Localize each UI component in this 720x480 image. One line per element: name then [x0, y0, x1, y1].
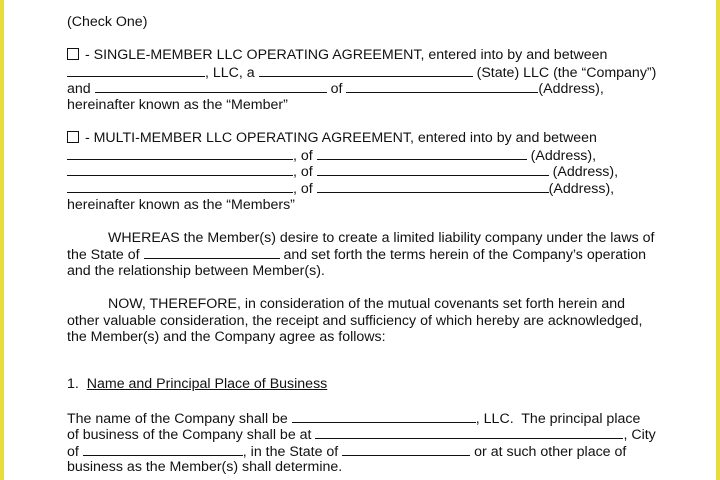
llc-name-field[interactable] [292, 410, 476, 423]
member-3-name-field[interactable] [67, 180, 293, 193]
whereas-line-2 [67, 246, 667, 263]
single-member-line3 [67, 80, 667, 97]
company-name-text: The name of the Company shall be [67, 410, 288, 427]
section-1-line-1 [67, 410, 667, 427]
section-1-line-3 [67, 443, 667, 460]
now-therefore-line-1: NOW, THEREFORE, in consideration of the mutual covenants set forth herein and [108, 296, 626, 313]
section-1-heading [67, 376, 667, 393]
whereas-line-3: and the relationship between Member(s). [67, 262, 325, 279]
of-text: , of [293, 147, 313, 164]
of-text: of [67, 443, 79, 460]
single-member-heading: - SINGLE-MEMBER LLC OPERATING AGREEMENT, entered into by and between [81, 47, 608, 64]
member-3-address-field[interactable] [317, 180, 549, 193]
address-text: (Address), [548, 180, 615, 197]
city-field[interactable] [83, 443, 243, 456]
multi-member-row-3 [67, 180, 667, 197]
address-text: (Address), [552, 164, 619, 181]
in-state-text: , in the State of [242, 443, 339, 460]
single-member-known: hereinafter known as the “Member” [67, 96, 288, 113]
section-number: 1. [67, 376, 79, 393]
of-text: , of [293, 180, 313, 197]
state-of-text: the State of [67, 247, 140, 264]
now-therefore-line-2: other valuable consideration, the receipt and sufficiency of which hereby are acknowledged, [67, 312, 643, 329]
member-2-name-field[interactable] [67, 163, 293, 176]
single-member-option [67, 47, 667, 64]
principal-address-field[interactable] [315, 426, 623, 439]
of-text: of [330, 81, 343, 98]
city-text: , City [623, 427, 656, 444]
member-address-field[interactable] [346, 80, 538, 93]
single-member-line2 [67, 64, 667, 81]
section-1-line-2 [67, 426, 667, 443]
multi-member-row-2 [67, 163, 667, 180]
member-2-address-field[interactable] [317, 163, 549, 176]
whereas-line-1: WHEREAS the Member(s) desire to create a limited liability company under the laws of [108, 229, 655, 246]
business-at-text: of business of the Company shall be at [67, 427, 312, 444]
state-field[interactable] [259, 64, 473, 77]
state-llc-text: (State) LLC (the “Company”) [476, 64, 657, 81]
section-title: Name and Principal Place of Business [86, 376, 328, 393]
section-1-line-4: business as the Member(s) shall determine. [67, 459, 343, 476]
multi-member-checkbox[interactable] [67, 131, 79, 143]
whereas-continued-text: and set forth the terms herein of the Company’s operation [283, 247, 646, 264]
multi-member-option [67, 130, 667, 147]
address-text: (Address), [530, 147, 597, 164]
other-place-text: or at such other place of [474, 443, 627, 460]
single-member-checkbox[interactable] [67, 48, 79, 60]
state-of-formation-field[interactable] [144, 246, 280, 259]
member-1-address-field[interactable] [317, 147, 527, 160]
of-text: , of [293, 164, 313, 181]
check-one-label: (Check One) [67, 14, 148, 30]
member-1-name-field[interactable] [67, 147, 293, 160]
llc-a-text: , LLC, a [205, 64, 255, 81]
principal-state-field[interactable] [342, 443, 470, 456]
multi-member-known: hereinafter known as the “Members” [67, 196, 295, 213]
now-therefore-line-3: the Member(s) and the Company agree as follows: [67, 329, 386, 346]
company-name-field[interactable] [67, 64, 205, 77]
address-text: (Address), [538, 81, 604, 98]
principal-place-text: , LLC. The principal place [475, 410, 641, 427]
operating-agreement-body [67, 14, 667, 476]
member-name-field[interactable] [95, 80, 327, 93]
multi-member-heading: - MULTI-MEMBER LLC OPERATING AGREEMENT, entered into by and between [81, 130, 597, 147]
multi-member-row-1 [67, 147, 667, 164]
and-text: and [67, 81, 91, 98]
